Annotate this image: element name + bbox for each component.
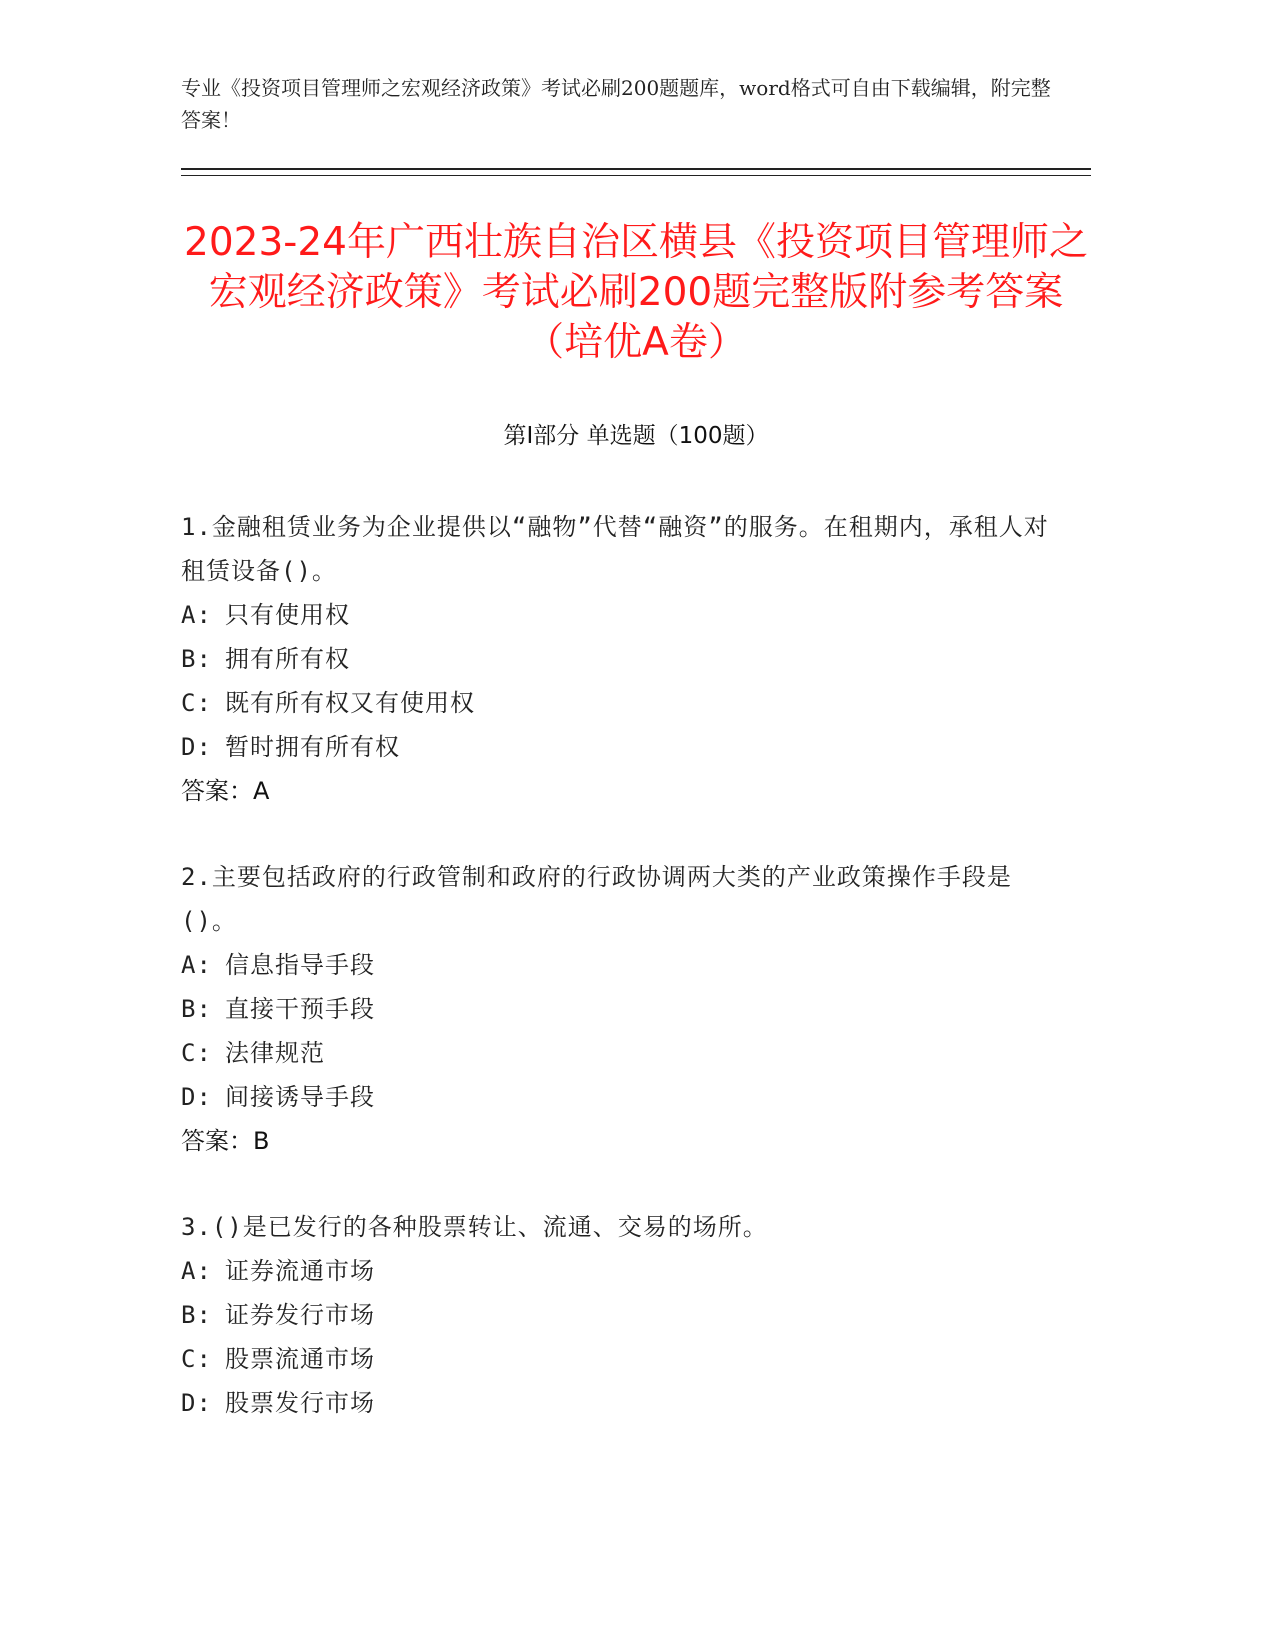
option-label: D: (181, 733, 212, 761)
document-title: 2023-24年广西壮族自治区横县《投资项目管理师之宏观经济政策》考试必刷200题完整版附参考答案（培优A卷） (184, 220, 1088, 365)
question-1 (181, 505, 1051, 813)
question-stem: 1.金融租赁业务为企业提供以“融物”代替“融资”的服务。在租期内，承租人对租赁设备()。 (181, 513, 1049, 585)
option-d (181, 1075, 1051, 1119)
option-b (181, 987, 1051, 1031)
option-label: A: (181, 601, 212, 629)
option-label: C: (181, 1345, 212, 1373)
option-label: C: (181, 689, 212, 717)
option-text: 股票发行市场 (225, 1389, 375, 1417)
option-c (181, 681, 1051, 725)
option-text: 只有使用权 (225, 601, 350, 629)
section-title: 第I部分 单选题（100题） (503, 423, 769, 449)
option-label: A: (181, 951, 212, 979)
option-a (181, 593, 1051, 637)
option-c (181, 1337, 1051, 1381)
question-list (181, 505, 1051, 1467)
question-stem: 2.主要包括政府的行政管制和政府的行政协调两大类的产业政策操作手段是()。 (181, 863, 1012, 935)
header-rule-thin (181, 175, 1091, 176)
header-note: 专业《投资项目管理师之宏观经济政策》考试必刷200题题库，word格式可自由下载编辑，附完整答案！ (181, 76, 1051, 132)
option-d (181, 1381, 1051, 1425)
option-b (181, 1293, 1051, 1337)
option-label: D: (181, 1083, 212, 1111)
option-label: B: (181, 645, 212, 673)
option-label: B: (181, 995, 212, 1023)
option-b (181, 637, 1051, 681)
question-3 (181, 1205, 1051, 1425)
option-text: 证券发行市场 (225, 1301, 375, 1329)
question-2 (181, 855, 1051, 1163)
answer: 答案：A (181, 777, 270, 805)
option-text: 直接干预手段 (225, 995, 375, 1023)
header-rule-thick (181, 168, 1091, 170)
option-text: 法律规范 (225, 1039, 325, 1067)
option-text: 暂时拥有所有权 (225, 733, 400, 761)
answer: 答案：B (181, 1127, 270, 1155)
option-label: C: (181, 1039, 212, 1067)
option-d (181, 725, 1051, 769)
option-text: 股票流通市场 (225, 1345, 375, 1373)
option-text: 信息指导手段 (225, 951, 375, 979)
option-a (181, 943, 1051, 987)
option-label: D: (181, 1389, 212, 1417)
option-label: A: (181, 1257, 212, 1285)
option-label: B: (181, 1301, 212, 1329)
option-text: 间接诱导手段 (225, 1083, 375, 1111)
option-a (181, 1249, 1051, 1293)
option-c (181, 1031, 1051, 1075)
question-stem: 3.()是已发行的各种股票转让、流通、交易的场所。 (181, 1213, 768, 1241)
option-text: 证券流通市场 (225, 1257, 375, 1285)
option-text: 既有所有权又有使用权 (225, 689, 475, 717)
option-text: 拥有所有权 (225, 645, 350, 673)
